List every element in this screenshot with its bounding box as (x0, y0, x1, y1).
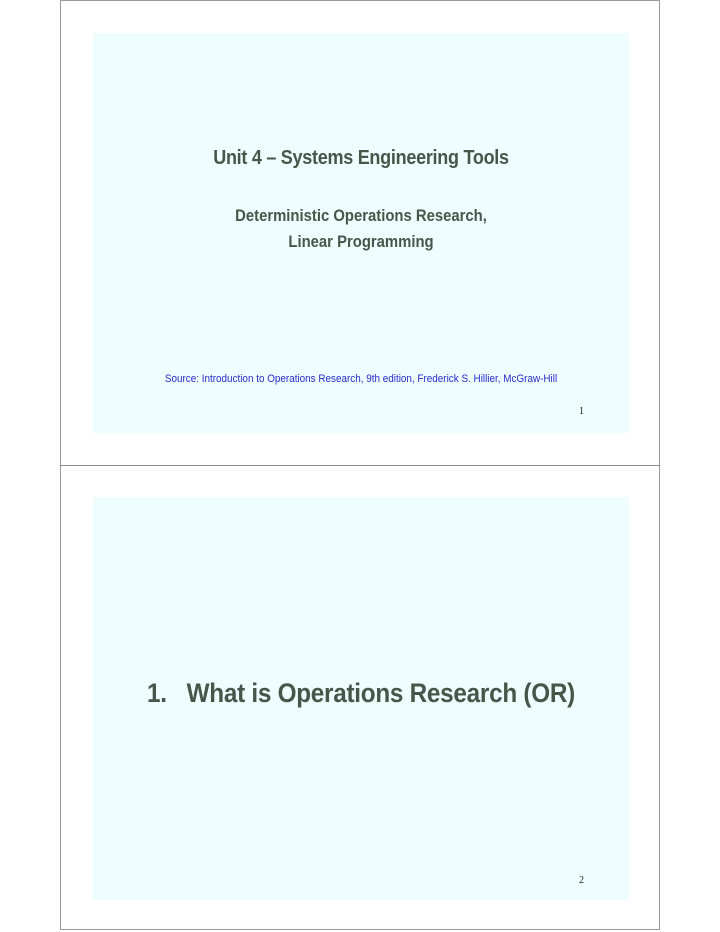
page-number: 1 (579, 406, 584, 417)
slide-subtitle-line-1: Deterministic Operations Research, (235, 207, 487, 225)
slide-2 (93, 497, 629, 900)
page-divider (60, 465, 660, 466)
slide-title: Unit 4 – Systems Engineering Tools (213, 147, 509, 169)
section-title (120, 678, 602, 709)
section-number: 1. (147, 678, 167, 708)
source-citation: Source: Introduction to Operations Research, 9th edition, Frederick S. Hillier, McGraw-Hill (164, 373, 558, 385)
slide-1 (93, 33, 629, 433)
slide-subtitle-line-2: Linear Programming (288, 233, 434, 251)
page-number: 2 (579, 875, 584, 886)
section-title-text: What is Operations Research (OR) (186, 678, 575, 708)
